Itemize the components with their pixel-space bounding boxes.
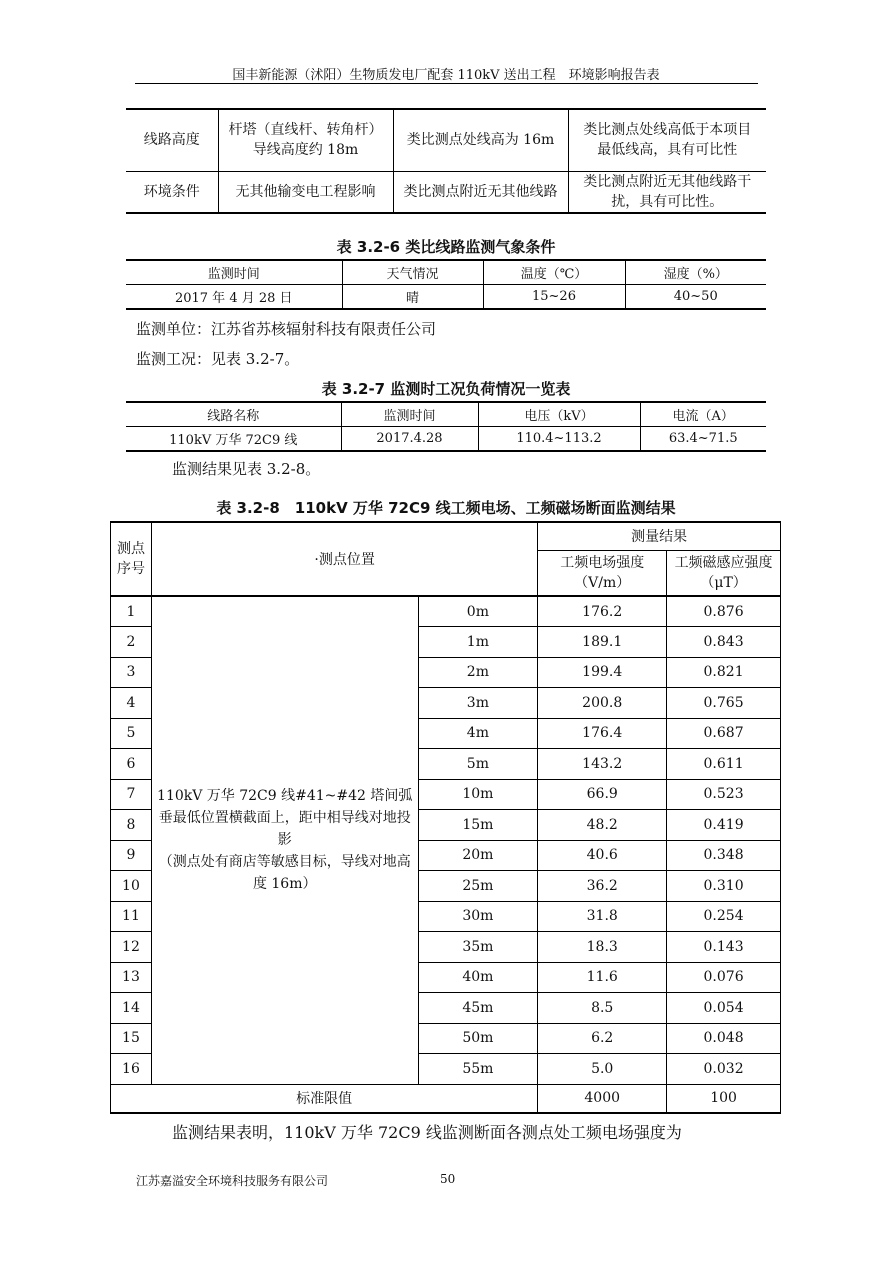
header-rule: [135, 83, 758, 84]
table-header: 监测时间: [126, 260, 342, 285]
limit-bfield: 100: [667, 1084, 781, 1113]
comparison-table: [126, 108, 766, 214]
distance-cell: 50m: [418, 1023, 538, 1054]
bfield-cell: 0.523: [667, 779, 781, 810]
bfield-header: 工频磁感应强度 （μT）: [667, 550, 781, 596]
monitor-condition-text: 监测工况：见表 3.2-7。: [136, 350, 300, 368]
table-cell: 类比测点处线高为 16m: [393, 109, 568, 171]
page-number: 50: [440, 1172, 456, 1186]
point-no-cell: 11: [111, 901, 152, 932]
table-cell: 类比测点附近无其他线路干扰，具有可比性。: [568, 171, 766, 213]
limit-efield: 4000: [538, 1084, 667, 1113]
efield-cell: 36.2: [538, 871, 667, 902]
bfield-cell: 0.032: [667, 1054, 781, 1085]
distance-cell: 25m: [418, 871, 538, 902]
table-cell: 63.4~71.5: [640, 427, 766, 452]
table-cell: 线路高度: [126, 109, 218, 171]
efield-cell: 5.0: [538, 1054, 667, 1085]
results-table: [110, 521, 781, 1114]
bfield-cell: 0.076: [667, 962, 781, 993]
distance-cell: 4m: [418, 718, 538, 749]
bfield-cell: 0.048: [667, 1023, 781, 1054]
table-cell: 杆塔（直线杆、转角杆）导线高度约 18m: [218, 109, 393, 171]
table-header: 电流（A）: [640, 402, 766, 427]
point-no-cell: 4: [111, 688, 152, 719]
table-row: [126, 427, 766, 452]
point-no-cell: 12: [111, 932, 152, 963]
point-no-cell: 10: [111, 871, 152, 902]
table-header: 电压（kV）: [478, 402, 640, 427]
point-no-cell: 6: [111, 749, 152, 780]
efield-cell: 11.6: [538, 962, 667, 993]
point-no-cell: 9: [111, 840, 152, 871]
efield-cell: 40.6: [538, 840, 667, 871]
table-cell: 110kV 万华 72C9 线: [126, 427, 341, 452]
table-cell: 15~26: [483, 285, 625, 310]
point-no-cell: 7: [111, 779, 152, 810]
result-header: 测量结果: [538, 522, 781, 550]
point-no-cell: 15: [111, 1023, 152, 1054]
table-caption: 表 3.2-7 监测时工况负荷情况一览表: [321, 380, 571, 398]
bfield-cell: 0.765: [667, 688, 781, 719]
conclusion-text: 监测结果表明，110kV 万华 72C9 线监测断面各测点处工频电场强度为: [172, 1123, 682, 1142]
efield-cell: 176.2: [538, 596, 667, 627]
efield-cell: 199.4: [538, 657, 667, 688]
position-header: ·测点位置: [151, 522, 537, 596]
point-no-cell: 8: [111, 810, 152, 841]
table-caption: 表 3.2-6 类比线路监测气象条件: [336, 238, 556, 256]
bfield-cell: 0.310: [667, 871, 781, 902]
bfield-cell: 0.876: [667, 596, 781, 627]
table-header: 湿度（%）: [625, 260, 766, 285]
table-cell: 环境条件: [126, 171, 218, 213]
efield-header: 工频电场强度 （V/m）: [538, 550, 667, 596]
weather-table: [126, 259, 766, 310]
distance-cell: 3m: [418, 688, 538, 719]
point-no-cell: 13: [111, 962, 152, 993]
table-header: 线路名称: [126, 402, 341, 427]
efield-cell: 200.8: [538, 688, 667, 719]
distance-cell: 10m: [418, 779, 538, 810]
table-cell: 晴: [342, 285, 483, 310]
table-caption: 表 3.2-8 110kV 万华 72C9 线工频电场、工频磁场断面监测结果: [216, 499, 676, 517]
bfield-cell: 0.419: [667, 810, 781, 841]
bfield-cell: 0.348: [667, 840, 781, 871]
bfield-cell: 0.821: [667, 657, 781, 688]
location-cell: 110kV 万华 72C9 线#41~#42 塔间弧垂最低位置横截面上，距中相导线对地投影 （测点处有商店等敏感目标，导线对地高度 16m）: [151, 596, 418, 1084]
table-header: 监测时间: [341, 402, 478, 427]
table-row: [126, 171, 766, 213]
table-row: [126, 109, 766, 171]
distance-cell: 20m: [418, 840, 538, 871]
limit-label: 标准限值: [111, 1084, 538, 1113]
bfield-cell: 0.254: [667, 901, 781, 932]
point-no-cell: 5: [111, 718, 152, 749]
distance-cell: 1m: [418, 627, 538, 658]
distance-cell: 5m: [418, 749, 538, 780]
load-table: [126, 401, 766, 452]
point-no-cell: 14: [111, 993, 152, 1024]
table-header-row: [126, 260, 766, 285]
table-cell: 2017 年 4 月 28 日: [126, 285, 342, 310]
table-header-row: [126, 402, 766, 427]
distance-cell: 2m: [418, 657, 538, 688]
point-no-cell: 16: [111, 1054, 152, 1085]
bfield-cell: 0.143: [667, 932, 781, 963]
bfield-cell: 0.611: [667, 749, 781, 780]
result-ref-text: 监测结果见表 3.2-8。: [172, 460, 321, 478]
table-cell: 类比测点附近无其他线路: [393, 171, 568, 213]
table-cell: 110.4~113.2: [478, 427, 640, 452]
point-no-header: 测点 序号: [111, 522, 152, 596]
efield-cell: 143.2: [538, 749, 667, 780]
table-row: [126, 285, 766, 310]
distance-cell: 15m: [418, 810, 538, 841]
footer-company: 江苏嘉溢安全环境科技服务有限公司: [136, 1174, 329, 1188]
distance-cell: 0m: [418, 596, 538, 627]
table-cell: 无其他输变电工程影响: [218, 171, 393, 213]
point-no-cell: 2: [111, 627, 152, 658]
bfield-cell: 0.843: [667, 627, 781, 658]
bfield-cell: 0.687: [667, 718, 781, 749]
table-cell: 2017.4.28: [341, 427, 478, 452]
distance-cell: 45m: [418, 993, 538, 1024]
table-cell: 类比测点处线高低于本项目最低线高，具有可比性: [568, 109, 766, 171]
efield-cell: 6.2: [538, 1023, 667, 1054]
page-header: 国丰新能源（沭阳）生物质发电厂配套 110kV 送出工程 环境影响报告表: [232, 68, 660, 83]
efield-cell: 31.8: [538, 901, 667, 932]
distance-cell: 55m: [418, 1054, 538, 1085]
point-no-cell: 3: [111, 657, 152, 688]
efield-cell: 18.3: [538, 932, 667, 963]
efield-cell: 66.9: [538, 779, 667, 810]
bfield-cell: 0.054: [667, 993, 781, 1024]
efield-cell: 176.4: [538, 718, 667, 749]
distance-cell: 40m: [418, 962, 538, 993]
table-header-row: [111, 522, 781, 550]
distance-cell: 30m: [418, 901, 538, 932]
table-cell: 40~50: [625, 285, 766, 310]
efield-cell: 48.2: [538, 810, 667, 841]
distance-cell: 35m: [418, 932, 538, 963]
efield-cell: 8.5: [538, 993, 667, 1024]
limit-row: [111, 1084, 781, 1113]
table-header: 天气情况: [342, 260, 483, 285]
monitor-unit-text: 监测单位：江苏省苏核辐射科技有限责任公司: [136, 320, 437, 338]
table-header: 温度（℃）: [483, 260, 625, 285]
efield-cell: 189.1: [538, 627, 667, 658]
point-no-cell: 1: [111, 596, 152, 627]
table-row: [111, 596, 781, 627]
